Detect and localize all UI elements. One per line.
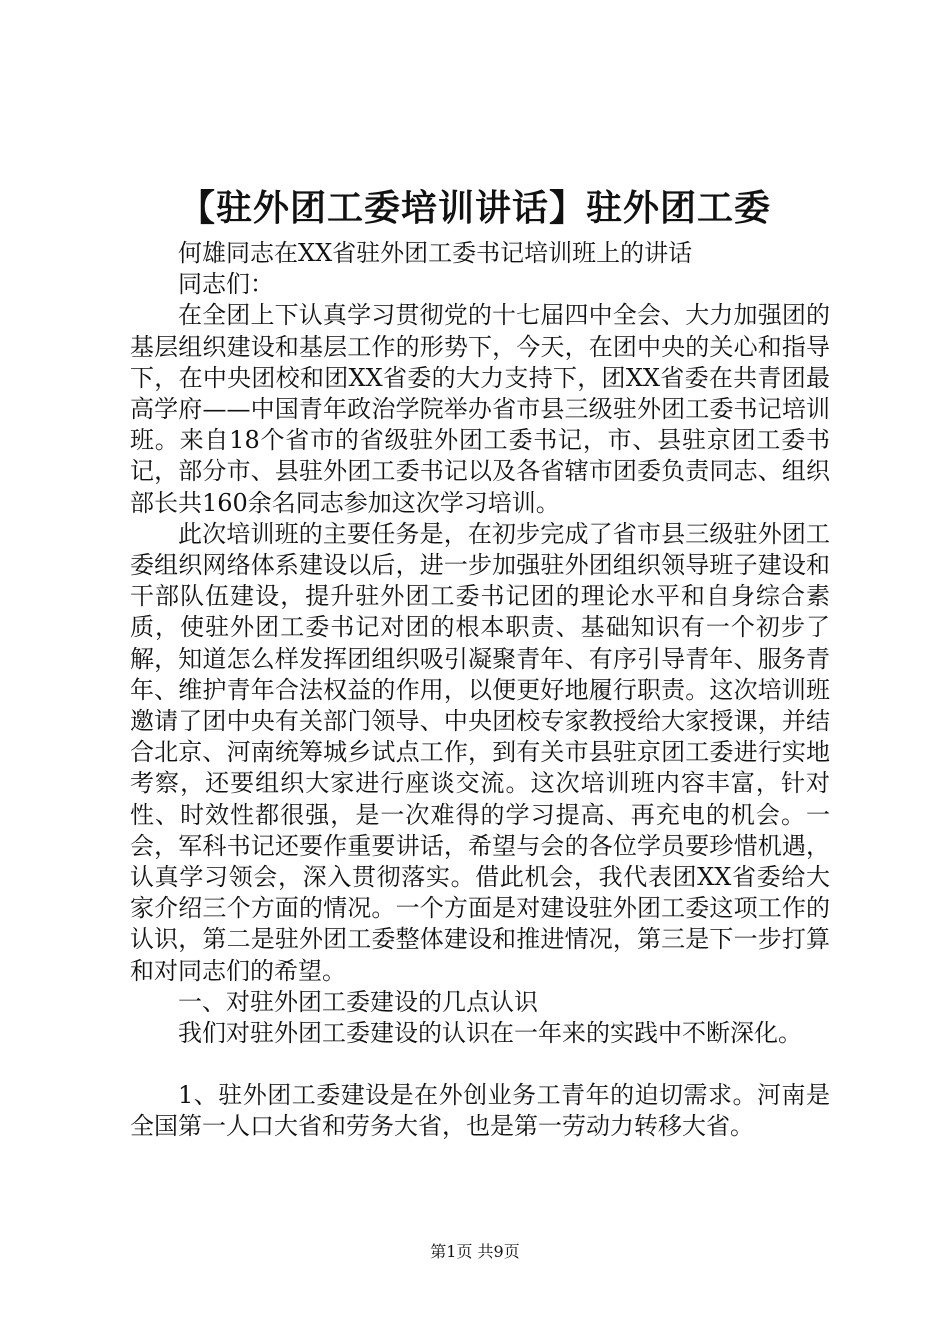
- paragraph-section-1: 我们对驻外团工委建设的认识在一年来的实践中不断深化。: [178, 1019, 802, 1048]
- section-heading-1: 一、对驻外团工委建设的几点认识: [178, 987, 538, 1016]
- paragraph-intro: 在全团上下认真学习贯彻党的十七届四中全会、大力加强团的基层组织建设和基层工作的形势下，今天，在团中央的关心和指导下，在中央团校和团XX省委的大力支持下，团XX省委在共青团最高学府——中国青年政治学院举办省市县三级驻外团工委书记培训班。来自18个省市的省级驻外团工委书记，市、县驻京团工委书记，部分市、县驻外团工委书记以及各省辖市团委负责同志、组织部长共160余名同志参加这次学习培训。: [130, 301, 830, 517]
- paragraph-tasks: 此次培训班的主要任务是，在初步完成了省市县三级驻外团工委组织网络体系建设以后，进一步加强驻外团组织领导班子建设和干部队伍建设，提升驻外团工委书记团的理论水平和自身综合素质，使驻外团工委书记对团的根本职责、基础知识有一个初步了解，知道怎么样发挥团组织吸引凝聚青年、有序引导青年、服务青年、维护青年合法权益的作用，以便更好地履行职责。这次培训班邀请了团中央有关部门领导、中央团校专家教授给大家授课，并结合北京、河南统筹城乡试点工作，到有关市县驻京团工委进行实地考察，还要组织大家进行座谈交流。这次培训班内容丰富，针对性、时效性都很强，是一次难得的学习提高、再充电的机会。一会，军科书记还要作重要讲话，希望与会的各位学员要珍惜机遇，认真学习领会，深入贯彻落实。借此机会，我代表团XX省委给大家介绍三个方面的情况。一个方面是对建设驻外团工委这项工作的认识，第二是驻外团工委整体建设和推进情况，第三是下一步打算和对同志们的希望。: [130, 519, 830, 985]
- paragraph-point-1: 1、驻外团工委建设是在外创业务工青年的迫切需求。河南是全国第一人口大省和劳务大省，也是第一劳动力转移大省。: [130, 1081, 830, 1141]
- document-title: 【驻外团工委培训讲话】驻外团工委: [178, 187, 771, 229]
- page-number-footer: 第1页 共9页: [430, 1242, 520, 1261]
- speech-heading: 何雄同志在XX省驻外团工委书记培训班上的讲话: [178, 239, 693, 267]
- document-body: [130, 238, 830, 1143]
- salutation: 同志们：: [178, 270, 274, 299]
